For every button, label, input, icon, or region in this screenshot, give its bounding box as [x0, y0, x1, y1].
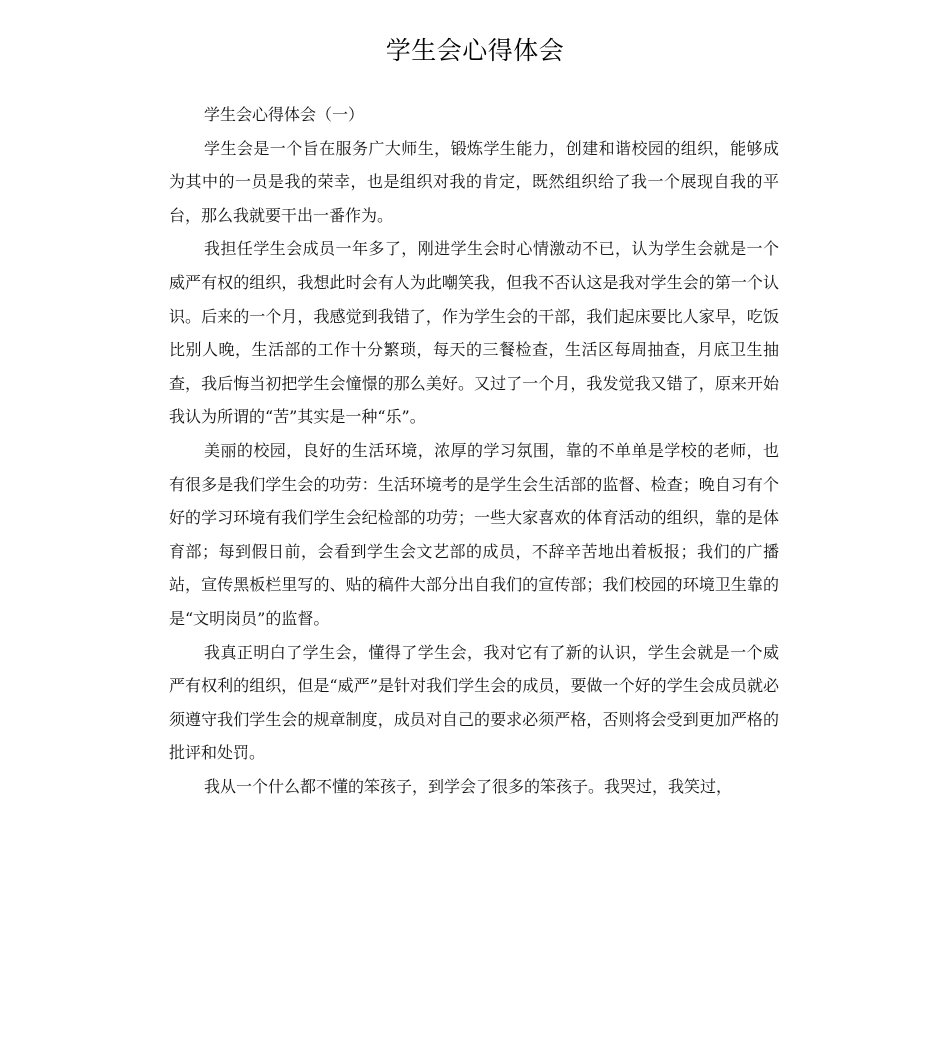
paragraph-2: 我担任学生会成员一年多了，刚进学生会时心情激动不已，认为学生会就是一个威严有权的组织，我想此时会有人为此嘲笑我，但我不否认这是我对学生会的第一个认识。后来的一个月，我感觉到我错了，作为学生会的干部，我们起床要比人家早，吃饭比别人晚，生活部的工作十分繁琐，每天的三餐检查，生活区每周抽查，月底卫生抽查，我后悔当初把学生会憧憬的那么美好。又过了一个月，我发觉我又错了，原来开始我认为所谓的“苦”其实是一种“乐”。 — [169, 239, 779, 427]
paragraph-3: 美丽的校园，良好的生活环境，浓厚的学习氛围，靠的不单单是学校的老师，也有很多是我们学生会的功劳：生活环境考的是学生会生活部的监督、检查；晚自习有个好的学习环境有我们学生会纪检部的功劳；一些大家喜欢的体育活动的组织，靠的是体育部；每到假日前，会看到学生会文艺部的成员，不辞辛苦地出着板报；我们的广播站，宣传黑板栏里写的、贴的稿件大部分出自我们的宣传部；我们校园的环境卫生靠的是“文明岗员”的监督。 — [169, 440, 779, 628]
page-title: 学生会心得体会 — [385, 36, 565, 65]
section-subheading: 学生会心得体会（一） — [204, 105, 365, 124]
paragraph-4: 我真正明白了学生会，懂得了学生会，我对它有了新的认识，学生会就是一个威严有权利的组织，但是“威严”是针对我们学生会的成员，要做一个好的学生会成员就必须遵守我们学生会的规章制度，成员对自己的要求必须严格，否则将会受到更加严格的批评和处罚。 — [169, 642, 779, 763]
paragraph-1: 学生会是一个旨在服务广大师生，锻炼学生能力，创建和谐校园的组织，能够成为其中的一员是我的荣幸，也是组织对我的肯定，既然组织给了我一个展现自我的平台，那么我就要干出一番作为。 — [169, 138, 779, 225]
document-body — [169, 98, 779, 803]
paragraph-5: 我从一个什么都不懂的笨孩子，到学会了很多的笨孩子。我哭过，我笑过， — [204, 776, 733, 796]
